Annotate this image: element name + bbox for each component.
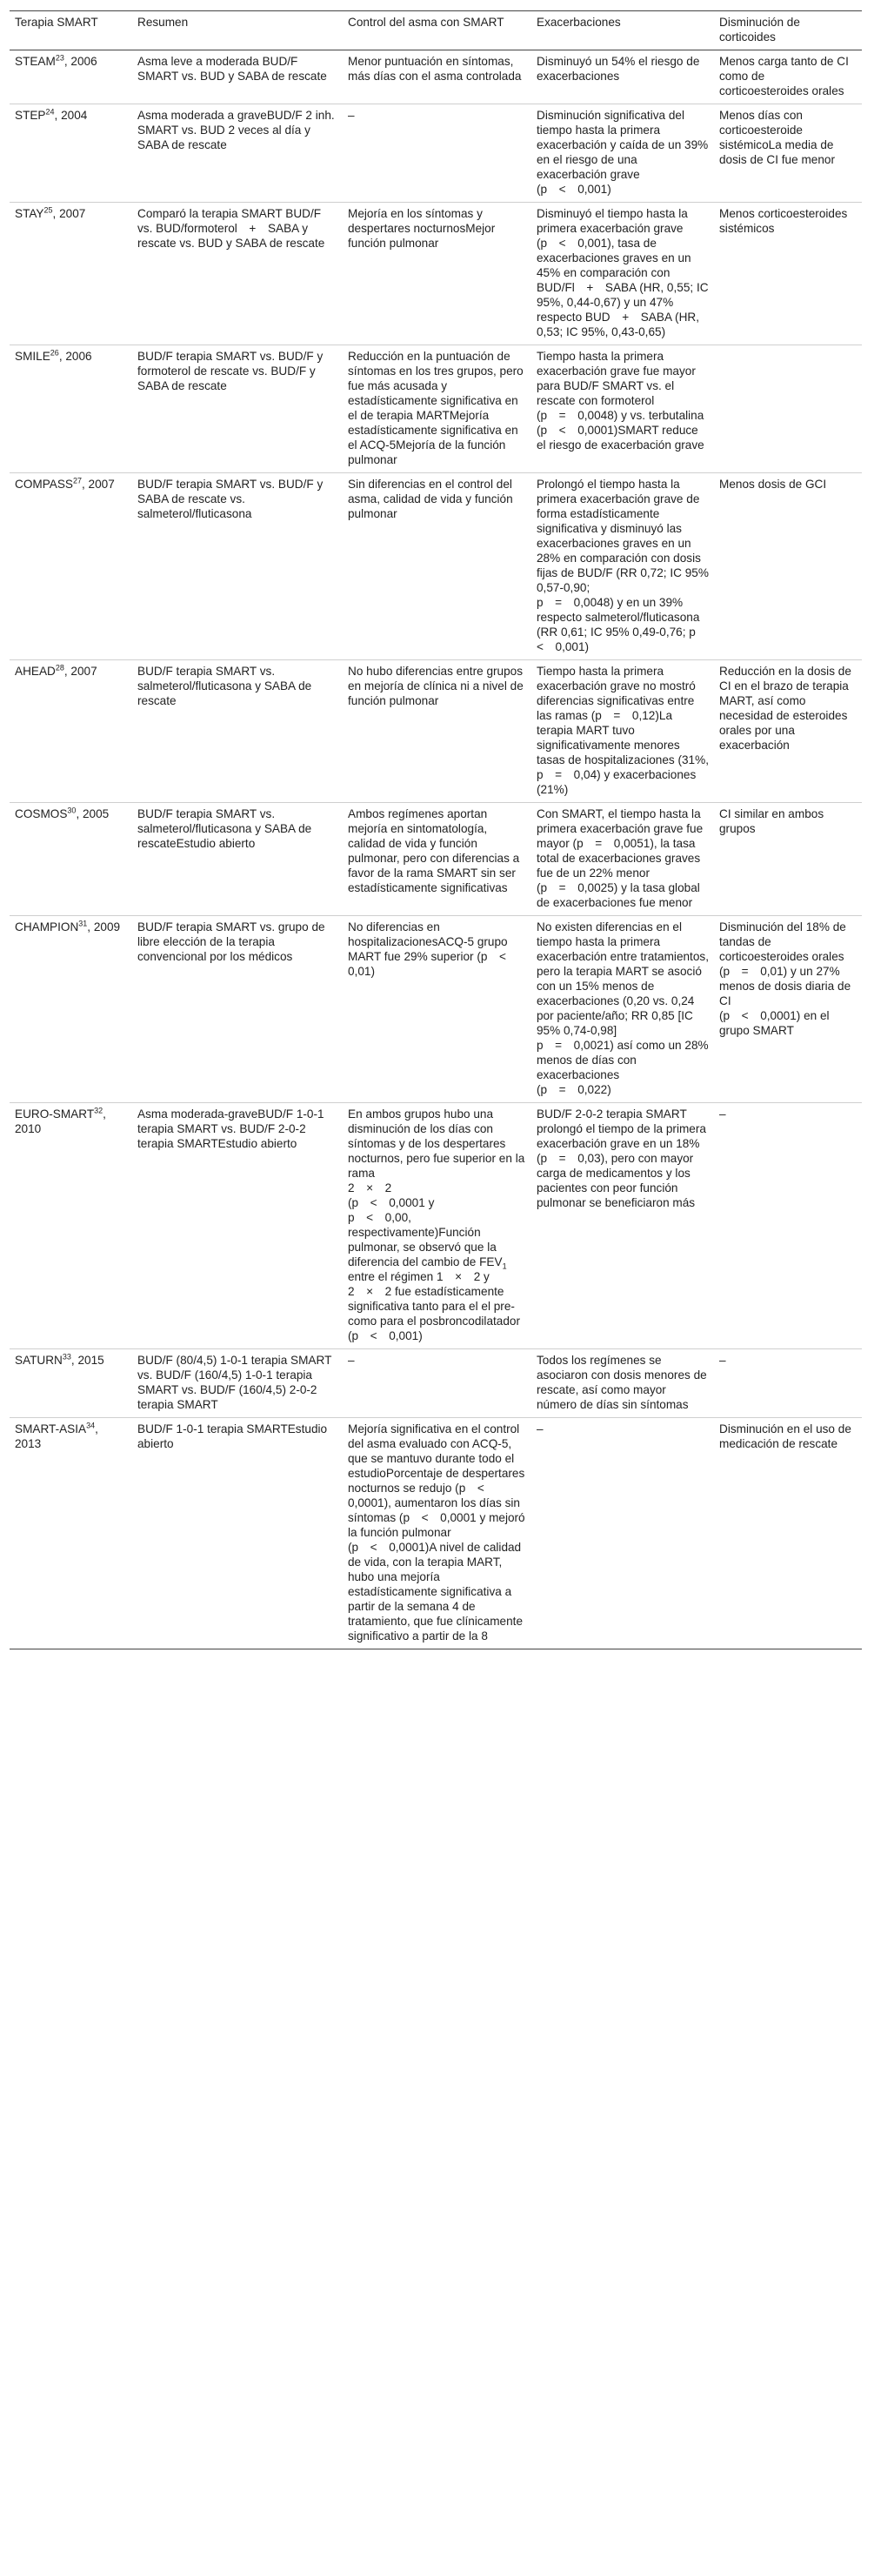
- study-name: AHEAD: [15, 665, 56, 678]
- exacerbations-text: Tiempo hasta la primera exacerbación grave no mostró diferencias significativas entre las ramas (p = 0,12)La terapia MART tuvo significativamente menores tasas de hospitalizaciones (31%, p = 0,04) y exacerbaciones (21%): [537, 665, 709, 796]
- study-cell: [10, 916, 132, 1103]
- reference-number: 31: [78, 919, 88, 928]
- control-text: No diferencias en hospitalizacionesACQ-5 grupo MART fue 29% superior (p < 0,01): [348, 920, 518, 978]
- exacerbations-cell: [531, 203, 714, 345]
- corticoids-cell: [714, 1103, 862, 1349]
- control-text: –: [348, 1354, 355, 1367]
- reference-number: 28: [55, 663, 64, 672]
- study-label: [15, 806, 127, 821]
- study-name: COSMOS: [15, 807, 68, 820]
- study-year: , 2005: [76, 807, 110, 820]
- study-year: , 2010: [15, 1107, 106, 1135]
- study-year: , 2004: [54, 109, 88, 122]
- control-text: –: [348, 109, 355, 122]
- reference-number: 33: [62, 1352, 71, 1362]
- corticoids-cell: [714, 104, 862, 203]
- control-text: No hubo diferencias entre grupos en mejoría de clínica ni a nivel de función pulmonar: [348, 665, 524, 707]
- study-name: STEP: [15, 109, 46, 122]
- control-cell: [343, 1103, 531, 1349]
- control-text: Mejoría en los síntomas y despertares nocturnosMejor función pulmonar: [348, 207, 496, 250]
- summary-cell: [132, 50, 343, 104]
- study-name: CHAMPION: [15, 920, 79, 933]
- study-cell: [10, 1349, 132, 1418]
- control-cell: [343, 916, 531, 1103]
- study-cell: [10, 50, 132, 104]
- study-name: EURO-SMART: [15, 1107, 95, 1121]
- study-label: [15, 54, 127, 69]
- corticoids-text: Reducción en la dosis de CI en el brazo de terapia MART, así como necesidad de esteroides orales por una exacerbación: [719, 665, 851, 752]
- header-therapy: Terapia SMART: [10, 11, 132, 50]
- exacerbations-cell: [531, 345, 714, 473]
- smart-studies-table: [10, 10, 862, 1649]
- summary-cell: [132, 473, 343, 660]
- exacerbations-cell: [531, 1103, 714, 1349]
- study-year: , 2006: [58, 350, 92, 363]
- summary-text: Comparó la terapia SMART BUD/F vs. BUD/formoterol + SABA y rescate vs. BUD y SABA de rescate: [137, 207, 325, 250]
- control-text-part-b: entre el régimen 1 × 2 y 2 × 2 fue estadísticamente significativa tanto para el el pre- como para el posbroncodilatador (p < 0,001): [348, 1270, 520, 1342]
- study-year: , 2013: [15, 1422, 98, 1450]
- table-row: [10, 473, 862, 660]
- control-cell: [343, 473, 531, 660]
- study-year: , 2007: [82, 478, 115, 491]
- control-cell: [343, 803, 531, 916]
- corticoids-cell: [714, 50, 862, 104]
- summary-cell: [132, 104, 343, 203]
- study-cell: [10, 104, 132, 203]
- summary-text: BUD/F (80/4,5) 1-0-1 terapia SMART vs. BUD/F (160/4,5) 1-0-1 terapia SMART vs. BUD/F (160/4,5) 2-0-2 terapia SMART: [137, 1354, 332, 1411]
- control-text-part-a: En ambos grupos hubo una disminución de los días con síntomas y de los despertares nocturnos, pero fue superior en la rama 2 × 2 (p < 0,0001 y p < 0,00, respectivamente)Función pulmonar, se observó que la diferencia del cambio de FEV: [348, 1107, 525, 1268]
- exacerbations-text: Tiempo hasta la primera exacerbación grave fue mayor para BUD/F SMART vs. el rescate con formoterol (p = 0,0048) y vs. terbutalina (p < 0,0001)SMART reduce el riesgo de exacerbación grave: [537, 350, 704, 452]
- corticoids-text: –: [719, 1354, 726, 1367]
- study-year: , 2015: [70, 1354, 104, 1367]
- control-text: Menor puntuación en síntomas, más días con el asma controlada: [348, 55, 522, 83]
- table-body: [10, 50, 862, 1649]
- reference-number: 24: [45, 107, 55, 117]
- study-name: STEAM: [15, 55, 56, 68]
- corticoids-cell: [714, 203, 862, 345]
- summary-text: BUD/F 1-0-1 terapia SMARTEstudio abierto: [137, 1422, 328, 1450]
- corticoids-cell: [714, 1418, 862, 1649]
- summary-cell: [132, 1349, 343, 1418]
- summary-cell: [132, 916, 343, 1103]
- study-label: [15, 1422, 127, 1451]
- summary-text: BUD/F terapia SMART vs. salmeterol/fluticasona y SABA de rescate: [137, 665, 312, 707]
- summary-text: BUD/F terapia SMART vs. BUD/F y SABA de rescate vs. salmeterol/fluticasona: [137, 478, 324, 520]
- corticoids-text: Disminución en el uso de medicación de rescate: [719, 1422, 851, 1450]
- control-cell: [343, 660, 531, 803]
- study-label: [15, 477, 127, 492]
- exacerbations-text: BUD/F 2-0-2 terapia SMART prolongó el tiempo de la primera exacerbación grave en un 18% (p = 0,03), pero con mayor carga de medicamentos y los pacientes con peor función pulmonar se beneficiaron más: [537, 1107, 706, 1209]
- exacerbations-cell: [531, 803, 714, 916]
- study-cell: [10, 803, 132, 916]
- summary-cell: [132, 803, 343, 916]
- study-label: [15, 206, 127, 221]
- header-summary: Resumen: [132, 11, 343, 50]
- summary-cell: [132, 1103, 343, 1349]
- table-row: [10, 203, 862, 345]
- corticoids-cell: [714, 803, 862, 916]
- table-header: [10, 11, 862, 50]
- fev-subscript: 1: [502, 1261, 507, 1271]
- study-cell: [10, 660, 132, 803]
- corticoids-text: Menos corticoesteroides sistémicos: [719, 207, 848, 235]
- corticoids-cell: [714, 473, 862, 660]
- exacerbations-text: No existen diferencias en el tiempo hasta la primera exacerbación entre tratamientos, pero la terapia MART se asoció con un 15% menos de exacerbaciones (0,20 vs. 0,24 por paciente/año; RR 0,85 [IC 95% 0,74-0,98] p = 0,0021) así como un 28% menos de días con exacerbaciones (p = 0,022): [537, 920, 709, 1096]
- exacerbations-cell: [531, 50, 714, 104]
- table-container: [10, 10, 862, 1649]
- control-text: [348, 1107, 526, 1343]
- study-name: SMART-ASIA: [15, 1422, 87, 1435]
- study-cell: [10, 1418, 132, 1649]
- reference-number: 32: [94, 1106, 103, 1115]
- summary-cell: [132, 203, 343, 345]
- reference-number: 27: [72, 476, 82, 485]
- summary-cell: [132, 1418, 343, 1649]
- study-name: SATURN: [15, 1354, 63, 1367]
- study-label: [15, 920, 127, 934]
- control-cell: [343, 1418, 531, 1649]
- exacerbations-text: Todos los regímenes se asociaron con dosis menores de rescate, así como mayor número de días sin síntomas: [537, 1354, 707, 1411]
- exacerbations-cell: [531, 104, 714, 203]
- summary-text: Asma leve a moderada BUD/F SMART vs. BUD y SABA de rescate: [137, 55, 327, 83]
- reference-number: 34: [86, 1421, 96, 1430]
- control-text: Ambos regímenes aportan mejoría en sintomatología, calidad de vida y función pulmonar, pero con diferencias a favor de la rama SMART sin ser estadísticamente significativas: [348, 807, 520, 894]
- exacerbations-text: Con SMART, el tiempo hasta la primera exacerbación grave fue mayor (p = 0,0051), la tasa total de exacerbaciones graves fue de un 22% menor (p = 0,0025) y la tasa global de exacerbaciones fue menor: [537, 807, 704, 909]
- summary-text: Asma moderada-graveBUD/F 1-0-1 terapia SMART vs. BUD/F 2-0-2 terapia SMARTEstudio abierto: [137, 1107, 324, 1150]
- study-label: [15, 1353, 127, 1368]
- control-text: Mejoría significativa en el control del asma evaluado con ACQ-5, que se mantuvo durante todo el estudioPorcentaje de despertares nocturnos se redujo (p < 0,0001), aumentaron los días sin síntomas (p < 0,0001 y mejoró la función pulmonar (p < 0,0001)A nivel de calidad de vida, con la terapia MART, hubo una mejoría estadísticamente significativa a partir de la semana 4 de tratamiento, que fue clínicamente significativo a partir de la 8: [348, 1422, 525, 1643]
- header-control: Control del asma con SMART: [343, 11, 531, 50]
- study-cell: [10, 1103, 132, 1349]
- study-name: COMPASS: [15, 478, 73, 491]
- corticoids-cell: [714, 1349, 862, 1418]
- study-cell: [10, 203, 132, 345]
- study-cell: [10, 345, 132, 473]
- table-row: [10, 50, 862, 104]
- corticoids-text: –: [719, 1107, 726, 1121]
- exacerbations-text: Disminuyó el tiempo hasta la primera exacerbación grave (p < 0,001), tasa de exacerbaciones graves en un 45% en comparación con BUD/Fl + SABA (HR, 0,55; IC 95%, 0,44-0,67) y un 47% respecto BUD + SABA (HR, 0,53; IC 95%, 0,43-0,65): [537, 207, 709, 338]
- summary-text: BUD/F terapia SMART vs. BUD/F y formoterol de rescate vs. BUD/F y SABA de rescate: [137, 350, 324, 392]
- summary-text: BUD/F terapia SMART vs. grupo de libre elección de la terapia convencional por los médicos: [137, 920, 325, 963]
- reference-number: 30: [67, 806, 77, 815]
- exacerbations-cell: [531, 660, 714, 803]
- table-row: [10, 660, 862, 803]
- exacerbations-text: Prolongó el tiempo hasta la primera exacerbación grave de forma estadísticamente significativa y disminuyó las exacerbaciones graves en un 28% en comparación con dosis fijas de BUD/F (RR 0,72; IC 95% 0,57-0,90; p = 0,0048) y en un 39% respecto salmeterol/fluticasona (RR 0,61; IC 95% 0,49-0,76; p < 0,001): [537, 478, 709, 653]
- study-label: [15, 349, 127, 364]
- study-year: , 2009: [87, 920, 121, 933]
- corticoids-cell: [714, 660, 862, 803]
- control-cell: [343, 203, 531, 345]
- control-cell: [343, 50, 531, 104]
- control-cell: [343, 345, 531, 473]
- exacerbations-cell: [531, 473, 714, 660]
- header-corticoids: Disminución de corticoides: [714, 11, 862, 50]
- corticoids-text: Disminución del 18% de tandas de corticoesteroides orales (p = 0,01) y un 27% menos de dosis diaria de CI (p < 0,0001) en el grupo SMART: [719, 920, 851, 1037]
- table-row: [10, 916, 862, 1103]
- study-year: , 2007: [63, 665, 97, 678]
- corticoids-text: Menos dosis de GCI: [719, 478, 827, 491]
- corticoids-text: Menos carga tanto de CI como de corticoesteroides orales: [719, 55, 849, 97]
- table-row: [10, 803, 862, 916]
- exacerbations-cell: [531, 1349, 714, 1418]
- table-row: [10, 1103, 862, 1349]
- control-text: Sin diferencias en el control del asma, calidad de vida y función pulmonar: [348, 478, 513, 520]
- study-label: [15, 1107, 127, 1136]
- study-year: , 2007: [52, 207, 86, 220]
- exacerbations-text: –: [537, 1422, 544, 1435]
- table-row: [10, 1418, 862, 1649]
- exacerbations-text: Disminuyó un 54% el riesgo de exacerbaciones: [537, 55, 700, 83]
- table-row: [10, 1349, 862, 1418]
- study-label: [15, 108, 127, 123]
- summary-text: Asma moderada a graveBUD/F 2 inh. SMART vs. BUD 2 veces al día y SABA de rescate: [137, 109, 335, 151]
- control-text: Reducción en la puntuación de síntomas en los tres grupos, pero fue más acusada y estadísticamente significativa en el de terapia MARTMejoría estadísticamente significativa en el ACQ-5Mejoría de la función pulmonar: [348, 350, 524, 466]
- summary-cell: [132, 345, 343, 473]
- study-name: SMILE: [15, 350, 50, 363]
- exacerbations-cell: [531, 1418, 714, 1649]
- study-name: STAY: [15, 207, 44, 220]
- summary-cell: [132, 660, 343, 803]
- exacerbations-text: Disminución significativa del tiempo hasta la primera exacerbación y caída de un 39% en el riesgo de una exacerbación grave (p < 0,001): [537, 109, 709, 196]
- corticoids-cell: [714, 345, 862, 473]
- reference-number: 25: [43, 205, 53, 215]
- study-cell: [10, 473, 132, 660]
- corticoids-text: Menos días con corticoesteroide sistémicoLa media de dosis de CI fue menor: [719, 109, 835, 166]
- header-exacerbations: Exacerbaciones: [531, 11, 714, 50]
- table-row: [10, 104, 862, 203]
- corticoids-cell: [714, 916, 862, 1103]
- control-cell: [343, 104, 531, 203]
- exacerbations-cell: [531, 916, 714, 1103]
- header-row: [10, 11, 862, 50]
- reference-number: 23: [55, 53, 64, 63]
- control-cell: [343, 1349, 531, 1418]
- table-row: [10, 345, 862, 473]
- corticoids-text: CI similar en ambos grupos: [719, 807, 824, 835]
- study-year: , 2006: [63, 55, 97, 68]
- summary-text: BUD/F terapia SMART vs. salmeterol/fluticasona y SABA de rescateEstudio abierto: [137, 807, 312, 850]
- study-label: [15, 664, 127, 679]
- reference-number: 26: [50, 348, 59, 358]
